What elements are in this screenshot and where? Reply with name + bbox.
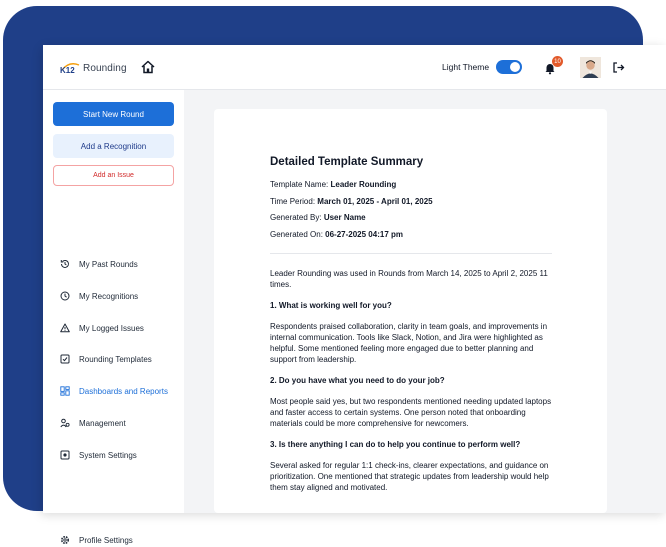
settings-square-icon (60, 450, 70, 460)
app-window (43, 45, 666, 545)
add-issue-button[interactable]: Add an Issue (53, 165, 174, 186)
checkbox-icon (60, 354, 70, 364)
management-icon (60, 418, 70, 428)
question-heading: 2. Do you have what you need to do your job? (270, 376, 445, 385)
summary-intro: Leader Rounding was used in Rounds from March 14, 2025 to April 2, 2025 11 times. (270, 269, 548, 289)
summary-title: Detailed Template Summary (270, 156, 424, 168)
avatar[interactable] (580, 57, 601, 78)
question-heading: 1. What is working well for you? (270, 301, 392, 310)
svg-text:K12: K12 (60, 66, 75, 75)
warning-icon (60, 323, 70, 333)
summary-card (214, 109, 607, 513)
meta-time-period: Time Period: March 01, 2025 - April 01, 2025 (270, 196, 433, 206)
question-answer: Respondents praised collaboration, clarity in team goals, and improvements in internal communication. Tools like Slack, Notion, and Jira were highlighted as helpful. Some mentioned feeling more engaged due to better planning and support from leadership. (270, 322, 548, 364)
theme-label: Light Theme (442, 62, 490, 72)
summary-content (270, 156, 552, 504)
meta-generated-by: Generated By: User Name (270, 213, 366, 222)
meta-template-name: Template Name: Leader Rounding (270, 180, 397, 189)
time-period-value: March 01, 2025 - April 01, 2025 (317, 196, 433, 206)
history-icon (60, 259, 70, 269)
start-new-round-button[interactable]: Start New Round (53, 102, 174, 126)
top-header (43, 45, 666, 90)
app-logo[interactable] (59, 59, 127, 77)
sidebar-item-label: System Settings (79, 450, 137, 460)
sidebar-item-logged-issues[interactable] (60, 321, 180, 335)
gear-icon (60, 535, 70, 545)
sidebar-item-profile-settings[interactable] (60, 533, 180, 547)
generated-on-value: 06-27-2025 04:17 pm (325, 229, 403, 239)
notification-badge: 10 (552, 56, 563, 67)
k12-logo-icon (59, 60, 81, 76)
sidebar-item-recognitions[interactable] (60, 289, 180, 303)
divider (270, 253, 552, 254)
sidebar-item-past-rounds[interactable] (60, 257, 180, 271)
add-recognition-button[interactable]: Add a Recognition (53, 134, 174, 158)
toggle-knob (510, 62, 520, 72)
question-answer: Several asked for regular 1:1 check-ins, clearer expectations, and guidance on prioritization. One mentioned that strategic updates from leadership would help them stay aligned and motivated. (270, 461, 549, 492)
clock-icon (60, 291, 70, 301)
sidebar (43, 90, 184, 545)
sidebar-item-label: Rounding Templates (79, 354, 152, 364)
home-icon[interactable] (140, 59, 156, 75)
theme-toggle[interactable] (496, 60, 522, 74)
app-name: Rounding (83, 62, 127, 74)
sidebar-item-label: My Recognitions (79, 291, 139, 301)
sidebar-item-label: Dashboards and Reports (79, 386, 168, 396)
meta-generated-on: Generated On: 06-27-2025 04:17 pm (270, 229, 403, 239)
question-answer: Most people said yes, but two respondents mentioned needing updated laptops and faster access to certain systems. One person noted that onboarding materials could be more comprehensive for newcomers. (270, 397, 552, 428)
question-heading: 3. Is there anything I can do to help you continue to perform well? (270, 440, 521, 449)
logout-icon[interactable] (612, 61, 625, 74)
sidebar-item-label: My Past Rounds (79, 259, 138, 269)
sidebar-item-label: Management (79, 418, 126, 428)
sidebar-item-label: Profile Settings (79, 535, 133, 545)
dashboard-icon (60, 386, 70, 396)
sidebar-item-management[interactable] (60, 416, 180, 430)
sidebar-item-label: My Logged Issues (79, 323, 144, 333)
sidebar-item-dashboards-reports[interactable] (60, 384, 180, 398)
sidebar-item-system-settings[interactable] (60, 448, 180, 462)
generated-by-value: User Name (323, 213, 366, 222)
template-name-value: Leader Rounding (330, 180, 397, 189)
sidebar-item-rounding-templates[interactable] (60, 352, 180, 366)
